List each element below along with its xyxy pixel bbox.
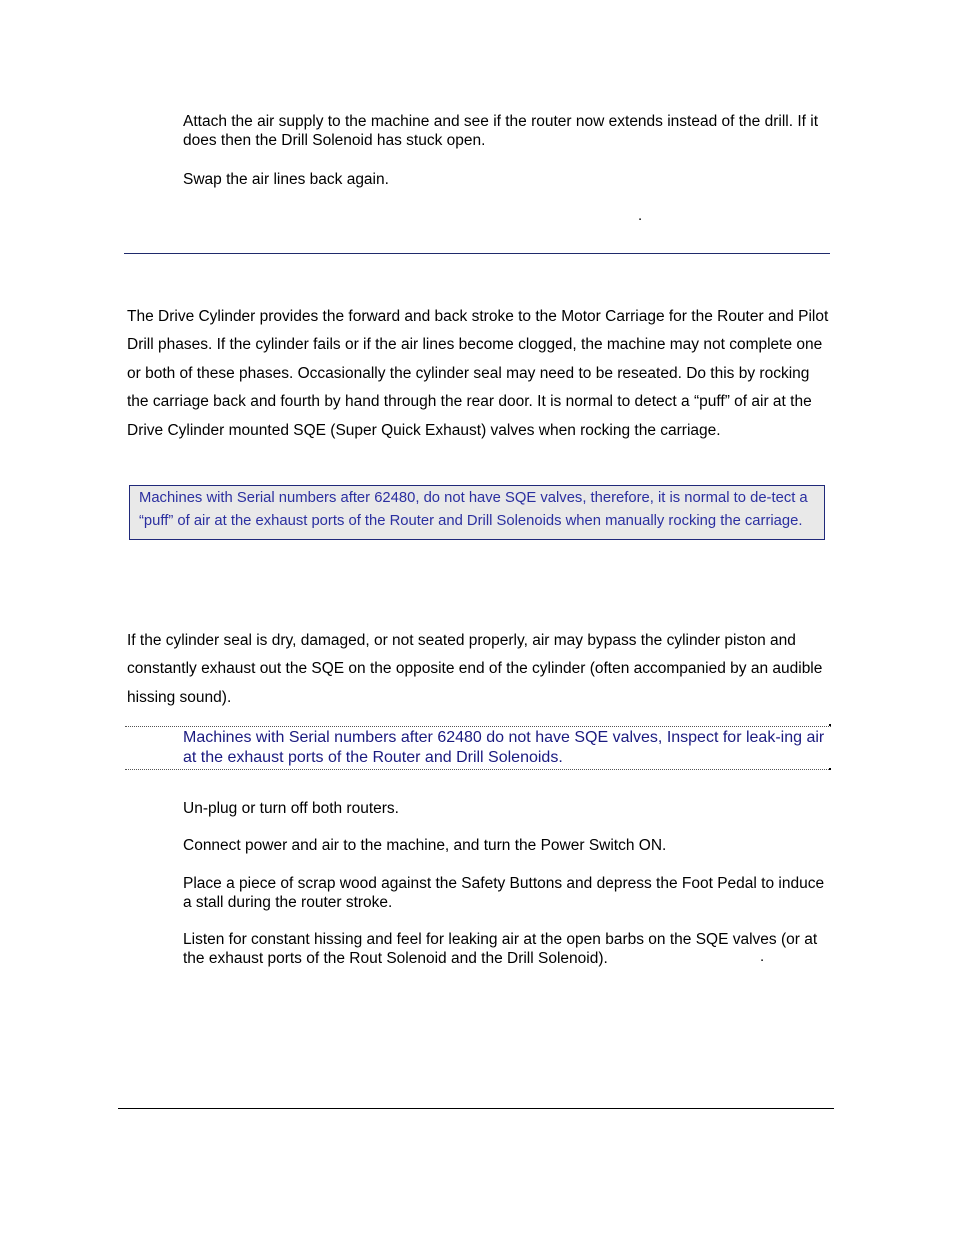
note-bottom-dotted-rule bbox=[125, 769, 831, 770]
note-box-sqe-valves: Machines with Serial numbers after 62480, do not have SQE valves, therefore, it is normal to de-tect a “puff” of air at the exhaust ports of the Router and Drill Solenoids when manually rocking the carriage. bbox=[129, 485, 825, 540]
step-connect-power: Connect power and air to the machine, and turn the Power Switch ON. bbox=[183, 837, 667, 854]
stray-period-2: . bbox=[760, 948, 765, 965]
note-bottom-rule-end bbox=[829, 768, 831, 770]
cylinder-seal-paragraph: If the cylinder seal is dry, damaged, or not seated properly, air may bypass the cylinder piston and constantly exhaust out the SQE on the opposite end of the cylinder (often accompanied by an audible hissing sound). bbox=[127, 632, 823, 706]
note-inspect-leaking-air: Machines with Serial numbers after 62480 do not have SQE valves, Inspect for leak-ing air at the exhaust ports of the Router and Drill Solenoids. bbox=[183, 729, 825, 766]
note-top-dotted-rule bbox=[125, 726, 831, 727]
step-swap-air-lines: Swap the air lines back again. bbox=[183, 171, 389, 188]
stray-period: . bbox=[638, 207, 643, 224]
step-place-scrap-wood: Place a piece of scrap wood against the Safety Buttons and depress the Foot Pedal to induce a stall during the router stroke. bbox=[183, 875, 825, 911]
note-top-rule-end bbox=[829, 724, 831, 726]
step-attach-air-supply: Attach the air supply to the machine and see if the router now extends instead of the drill. If it does then the Drill Solenoid has stuck open. bbox=[183, 113, 819, 149]
footer-divider bbox=[118, 1108, 834, 1109]
step-listen-for-hissing: Listen for constant hissing and feel for leaking air at the open barbs on the SQE valves (or at the exhaust ports of the Rout Solenoid and the Drill Solenoid). bbox=[183, 931, 818, 967]
step-unplug-routers: Un-plug or turn off both routers. bbox=[183, 800, 399, 817]
drive-cylinder-paragraph: The Drive Cylinder provides the forward and back stroke to the Motor Carriage for the Router and Pilot Drill phases. If the cylinder fails or if the air lines become clogged, the machine may not complete one or both of these phases. Occasionally the cylinder seal may need to be reseated. Do this by rocking the carriage back and fourth by hand through the rear door. It is normal to detect a “puff” of air at the Drive Cylinder mounted SQE (Super Quick Exhaust) valves when rocking the carriage. bbox=[127, 308, 829, 439]
section-divider bbox=[124, 253, 830, 254]
